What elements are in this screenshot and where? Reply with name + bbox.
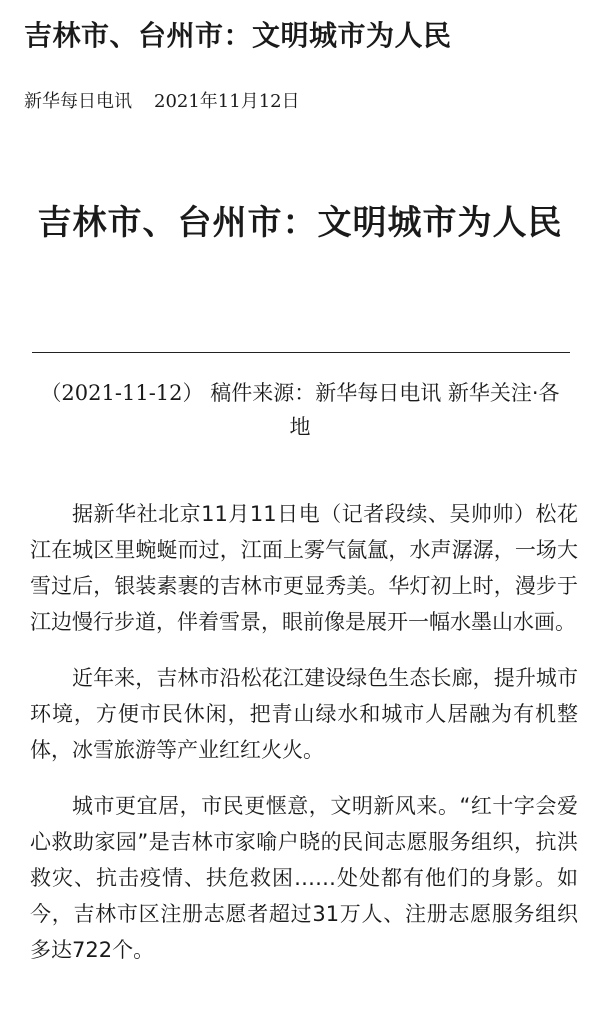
article-body [30,496,578,988]
article-date: （2021-11-12） [40,381,204,405]
publication-date: 2021年11月12日 [154,91,300,112]
article-source: 稿件来源：新华每日电讯 新华关注·各地 [210,381,560,439]
paragraph: 近年来，吉林市沿松花江建设绿色生态长廊，提升城市环境，方便市民休闲，把青山绿水和城市人居融为有机整体，冰雪旅游等产业红红火火。 [30,666,578,762]
paragraph: 城市更宜居，市民更惬意，文明新风来。“红十字会爱心救助家园”是吉林市家喻户晓的民间志愿服务组织，抗洪救灾、抗击疫情、扶危救困……处处都有他们的身影。如今，吉林市区注册志愿者超过31万人、注册志愿服务组织多达722个。 [30,794,578,962]
title-divider [32,352,570,353]
page-title: 吉林市、台州市：文明城市为人民 [24,19,452,52]
publication-name: 新华每日电讯 [24,91,132,112]
publication-meta [24,88,300,116]
paragraph: 据新华社北京11月11日电（记者段续、吴帅帅）松花江在城区里蜿蜒而过，江面上雾气氤氲，水声潺潺，一场大雪过后，银装素裹的吉林市更显秀美。华灯初上时，漫步于江边慢行步道，伴着雪景，眼前像是展开一幅水墨山水画。 [30,502,578,634]
article-source-line [30,376,570,444]
article-title: 吉林市、台州市：文明城市为人民 [37,203,563,243]
